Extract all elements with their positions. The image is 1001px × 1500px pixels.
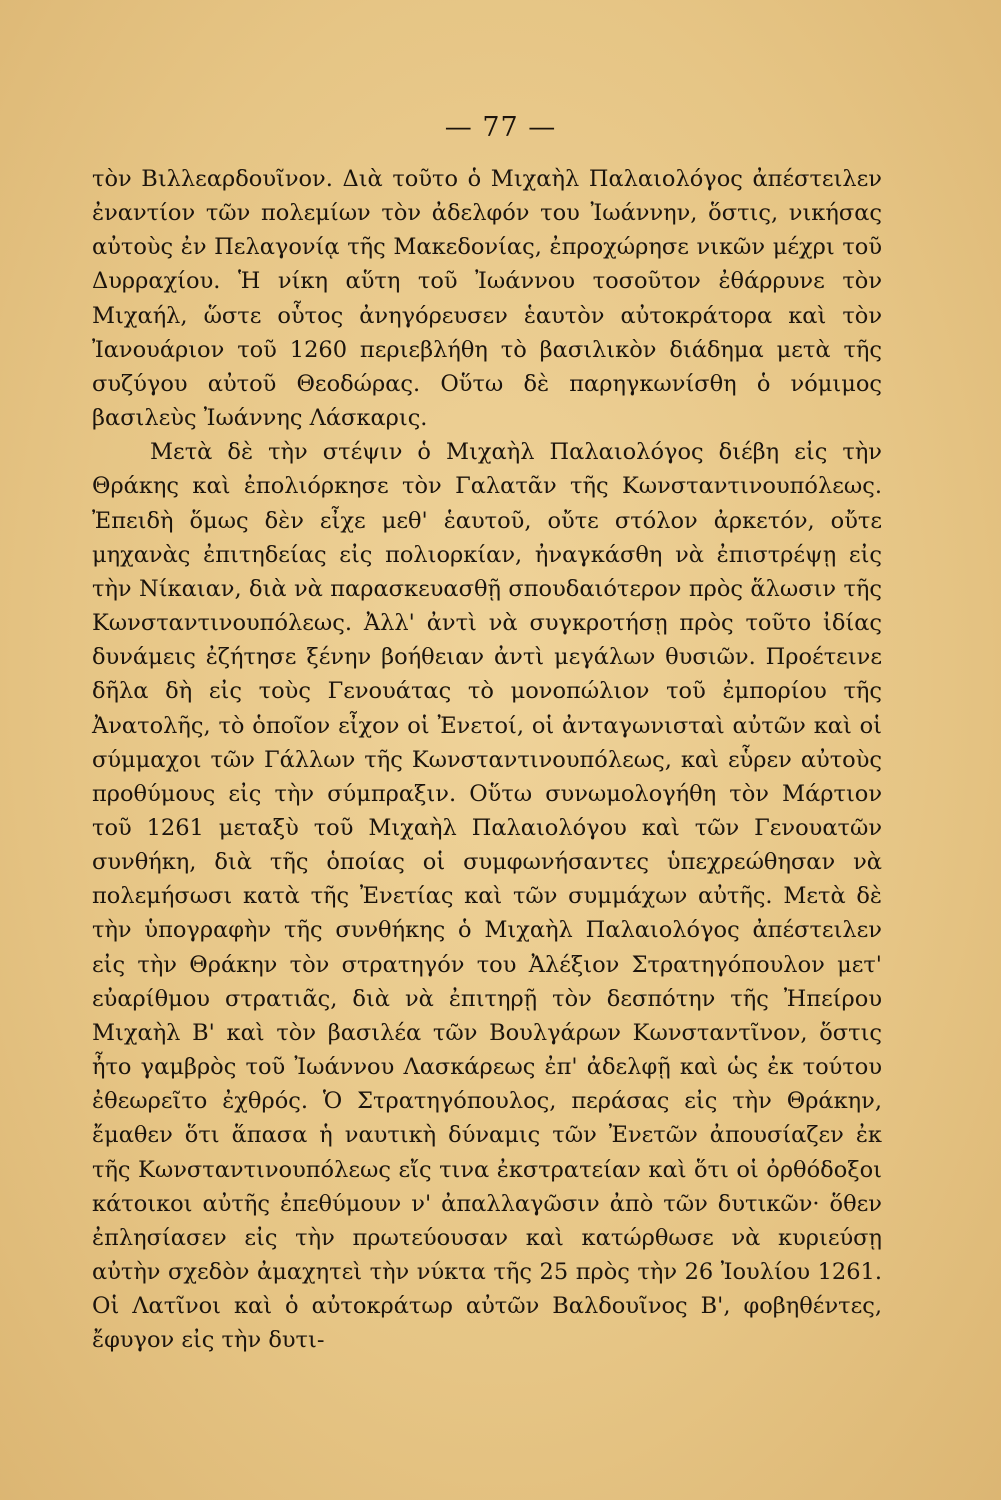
page-number: — 77 — [444,112,557,143]
page-text [92,162,882,1357]
paragraph-main: Μετὰ δὲ τὴν στέψιν ὁ Μιχαὴλ Παλαιολόγος διέβη εἰς τὴν Θράκης καὶ ἐπολιόρκησε τὸν Γαλατᾶν τῆς Κωνσταντινουπόλεως. Ἐπειδὴ ὅμως δὲν εἶχε μεθ' ἑαυτοῦ, οὔτε στόλον ἀρκετόν, οὔτε μηχανὰς ἐπιτηδείας εἰς πολιορκίαν, ἠναγκάσθη νὰ ἐπιστρέψῃ εἰς τὴν Νίκαιαν, διὰ νὰ παρασκευασθῇ σπουδαιότερον πρὸς ἅλωσιν τῆς Κωνσταντινουπόλεως. Ἀλλ' ἀντὶ νὰ συγκροτήσῃ πρὸς τοῦτο ἰδίας δυνάμεις ἐζήτησε ξένην βοήθειαν ἀντὶ μεγάλων θυσιῶν. Προέτεινε δῆλα δὴ εἰς τοὺς Γενουάτας τὸ μονοπώλιον τοῦ ἐμπορίου τῆς Ἀνατολῆς, τὸ ὁποῖον εἶχον οἱ Ἐνετοί, οἱ ἀνταγωνισταὶ αὐτῶν καὶ οἱ σύμμαχοι τῶν Γάλλων τῆς Κωνσταντινουπόλεως, καὶ εὗρεν αὐτοὺς προθύμους εἰς τὴν σύμπραξιν. Οὕτω συνωμολογήθη τὸν Μάρτιον τοῦ 1261 μεταξὺ τοῦ Μιχαὴλ Παλαιολόγου καὶ τῶν Γενουατῶν συνθήκη, διὰ τῆς ὁποίας οἱ συμφωνήσαντες ὑπεχρεώθησαν νὰ πολεμήσωσι κατὰ τῆς Ἐνετίας καὶ τῶν συμμάχων αὐτῆς. Μετὰ δὲ τὴν ὑπογραφὴν τῆς συνθήκης ὁ Μιχαὴλ Παλαιολόγος ἀπέστειλεν εἰς τὴν Θράκην τὸν στρατηγόν του Ἀλέξιον Στρατηγόπουλον μετ' εὐαρίθμου στρατιᾶς, διὰ νὰ ἐπιτηρῇ τὸν δεσπότην τῆς Ἠπείρου Μιχαὴλ Β' καὶ τὸν βασιλέα τῶν Βουλγάρων Κωνσταντῖνον, ὅστις ἦτο γαμβρὸς τοῦ Ἰωάννου Λασκάρεως ἐπ' ἀδελφῇ καὶ ὡς ἐκ τούτου ἐθεωρεῖτο ἐχθρός. Ὁ Στρατηγόπουλος, περάσας εἰς τὴν Θράκην, ἔμαθεν ὅτι ἅπασα ἡ ναυτικὴ δύναμις τῶν Ἐνετῶν ἀπουσίαζεν ἐκ τῆς Κωνσταντινουπόλεως εἴς τινα ἐκστρατείαν καὶ ὅτι οἱ ὀρθόδοξοι κάτοικοι αὐτῆς ἐπεθύμουν ν' ἀπαλλαγῶσιν ἀπὸ τῶν δυτικῶν· ὅθεν ἐπλησίασεν εἰς τὴν πρωτεύουσαν καὶ κατώρθωσε νὰ κυριεύσῃ αὐτὴν σχεδὸν ἀμαχητεὶ τὴν νύκτα τῆς 25 πρὸς τὴν 26 Ἰουλίου 1261. Οἱ Λατῖνοι καὶ ὁ αὐτοκράτωρ αὐτῶν Βαλδουῖνος Β', φοβηθέντες, ἔφυγον εἰς τὴν δυτι- [92,439,882,1354]
paragraph-continuation: τὸν Βιλλεαρδουῖνον. Διὰ τοῦτο ὁ Μιχαὴλ Παλαιολόγος ἀπέστειλεν ἐναντίον τῶν πολεμίων τὸν ἀδελφόν του Ἰωάννην, ὅστις, νικήσας αὐτοὺς ἐν Πελαγονίᾳ τῆς Μακεδονίας, ἐπροχώρησε νικῶν μέχρι τοῦ Δυρραχίου. Ἡ νίκη αὕτη τοῦ Ἰωάννου τοσοῦτον ἐθάρρυνε τὸν Μιχαήλ, ὥστε οὗτος ἀνηγόρευσεν ἑαυτὸν αὐτοκράτορα καὶ τὸν Ἰανουάριον τοῦ 1260 περιεβλήθη τὸ βασιλικὸν διάδημα μετὰ τῆς συζύγου αὐτοῦ Θεοδώρας. Οὕτω δὲ παρηγκωνίσθη ὁ νόμιμος βασιλεὺς Ἰωάννης Λάσκαρις. [92,166,882,432]
